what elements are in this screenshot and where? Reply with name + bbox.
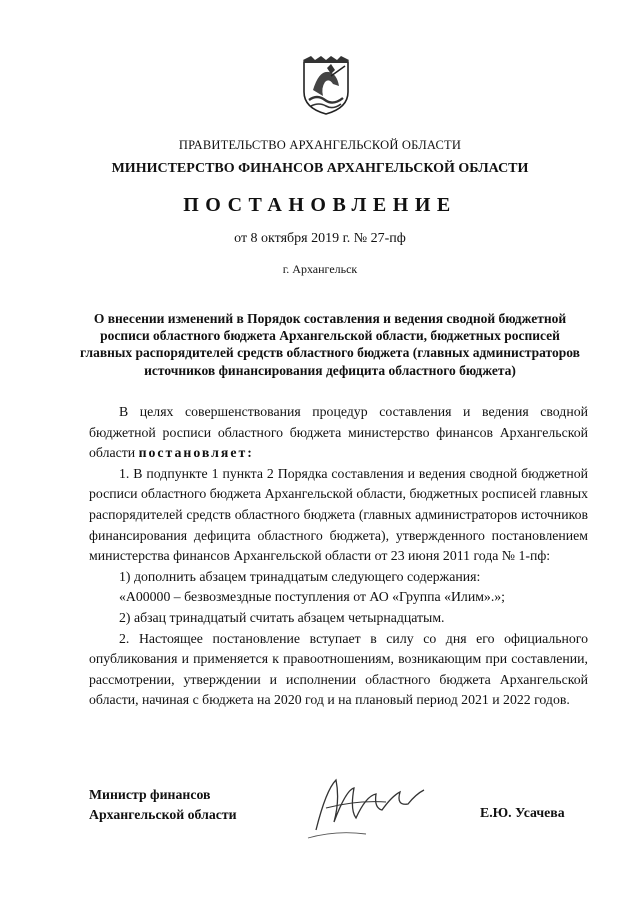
handwritten-signature [296, 760, 446, 850]
item-2-paragraph: 2. Настоящее постановление вступает в силу со дня его официального опубликования и применяется к правоотношениям, возникающим при составлении, рассмотрении, утверждении и исполнении областного бюджета Архангельской области, начиная с бюджета на 2020 год и на плановый период 2021 и 2022 годов. [89, 630, 588, 708]
date-and-number: от 8 октября 2019 г. № 27-пф [234, 231, 406, 246]
position-line-1: Министр финансов [89, 787, 211, 802]
document-body [89, 402, 588, 711]
document-subject: О внесении изменений в Порядок составления и ведения сводной бюджетной росписи областного бюджета Архангельской области, бюджетных росписей главных распорядителей средств областного бюджета (главных администраторов источников финансирования дефицита областного бюджета) [80, 311, 580, 378]
preamble-text: В целях совершенствования процедур составления и ведения сводной бюджетной росписи областного бюджета министерство финансов Архангельской области [89, 404, 588, 461]
signatory-name: Е.Ю. Усачева [480, 805, 565, 820]
position-line-2: Архангельской области [89, 807, 237, 822]
signatory-position [89, 785, 237, 825]
preamble-paragraph [89, 402, 588, 464]
item-1-paragraph: 1. В подпункте 1 пункта 2 Порядка составления и ведения сводной бюджетной росписи областного бюджета Архангельской области, бюджетных росписей главных распорядителей средств областного бюджета (главных администраторов источников финансирования дефицита областного бюджета), утвержденного постановлением министерства финансов Архангельской области от 23 июня 2011 года № 1-пф: [89, 465, 588, 564]
decree-word: постановляет: [138, 445, 254, 461]
coat-of-arms-icon [301, 56, 351, 116]
document-type-title: ПОСТАНОВЛЕНИЕ [183, 194, 457, 216]
subitem-1-paragraph: 1) дополнить абзацем тринадцатым следующего содержания: [119, 568, 481, 584]
ministry-heading: МИНИСТЕРСТВО ФИНАНСОВ АРХАНГЕЛЬСКОЙ ОБЛАСТИ [111, 161, 529, 176]
quoted-text-paragraph: «А00000 – безвозмездные поступления от АО «Группа «Илим».»; [119, 589, 506, 605]
subitem-2-paragraph: 2) абзац тринадцатый считать абзацем четырнадцатым. [119, 609, 445, 625]
city-label: г. Архангельск [282, 262, 358, 276]
government-heading: ПРАВИТЕЛЬСТВО АРХАНГЕЛЬСКОЙ ОБЛАСТИ [178, 138, 462, 152]
